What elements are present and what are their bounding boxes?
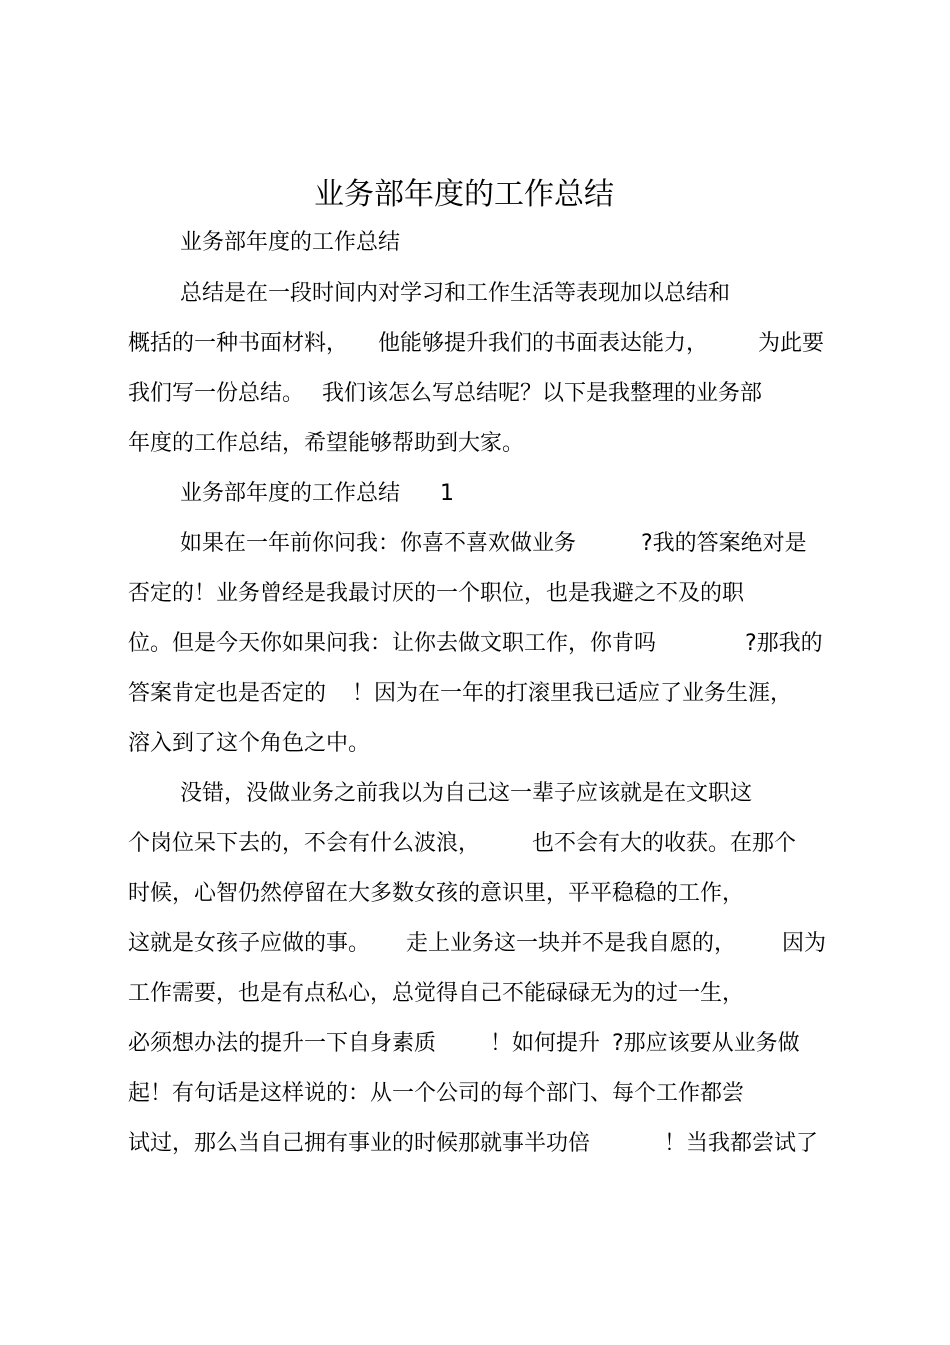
paragraph-3-line-6-part-2: ！如何提升 bbox=[490, 1031, 601, 1056]
paragraph-3-line-8-part-1: 试过，那么当自己拥有事业的时候那就事半功倍 bbox=[128, 1131, 591, 1156]
paragraph-3-line-4-part-2: 走上业务这一块并不是我自愿的， bbox=[406, 931, 737, 956]
paragraph-3-line-6-part-1: 必须想办法的提升一下自身素质 bbox=[128, 1031, 437, 1056]
paragraph-3-line-1: 没错，没做业务之前我以为自己这一辈子应该就是在文职这 bbox=[180, 781, 753, 806]
paragraph-2-line-5: 溶入到了这个角色之中。 bbox=[128, 731, 371, 756]
paragraph-1-line-2-part-3: 为此要 bbox=[758, 331, 825, 356]
paragraph-3-line-8-part-2: ！当我都尝试了 bbox=[664, 1131, 819, 1156]
section-number: 1 bbox=[440, 481, 454, 506]
paragraph-1-line-3-part-2: 我们该怎么写总结呢？以下是我整理的业务部 bbox=[322, 381, 763, 406]
paragraph-2-line-3-part-2: ?那我的 bbox=[745, 631, 823, 656]
paragraph-3-line-7: 起！有句话是这样说的：从一个公司的每个部门、每个工作都尝 bbox=[128, 1081, 745, 1106]
paragraph-2-line-1-part-1: 如果在一年前你问我：你喜不喜欢做业务 bbox=[180, 531, 577, 556]
paragraph-3-line-2-part-1: 个岗位呆下去的，不会有什么波浪， bbox=[128, 831, 481, 856]
paragraph-3-line-6-part-3: ?那应该要从业务做 bbox=[612, 1031, 800, 1056]
document-title: 业务部年度的工作总结 bbox=[314, 177, 614, 212]
paragraph-2-line-4-part-1: 答案肯定也是否定的 bbox=[128, 681, 327, 706]
paragraph-1-line-1: 总结是在一段时间内对学习和工作生活等表现加以总结和 bbox=[180, 281, 731, 306]
paragraph-1-line-2-part-2: 他能够提升我们的书面表达能力， bbox=[378, 331, 709, 356]
paragraph-2-line-2: 否定的！业务曾经是我最讨厌的一个职位，也是我避之不及的职 bbox=[128, 581, 745, 606]
paragraph-2-line-1-part-2: ?我的答案绝对是 bbox=[641, 531, 807, 556]
section-heading: 业务部年度的工作总结 bbox=[180, 481, 401, 506]
paragraph-3-line-2-part-2: 也不会有大的收获。在那个 bbox=[532, 831, 797, 856]
subtitle-line: 业务部年度的工作总结 bbox=[180, 230, 401, 255]
paragraph-2-line-4-part-2: ！因为在一年的打滚里我已适应了业务生涯， bbox=[352, 681, 793, 706]
paragraph-3-line-3: 时候，心智仍然停留在大多数女孩的意识里，平平稳稳的工作， bbox=[128, 881, 745, 906]
paragraph-2-line-3-part-1: 位。但是今天你如果问我：让你去做文职工作，你肯吗 bbox=[128, 631, 657, 656]
paragraph-3-line-4-part-1: 这就是女孩子应做的事。 bbox=[128, 931, 371, 956]
paragraph-1-line-2-part-1: 概括的一种书面材料， bbox=[128, 331, 349, 356]
paragraph-3-line-4-part-3: 因为 bbox=[782, 931, 827, 956]
paragraph-1-line-4: 年度的工作总结，希望能够帮助到大家。 bbox=[128, 431, 525, 456]
paragraph-1-line-3-part-1: 我们写一份总结。 bbox=[128, 381, 305, 406]
paragraph-3-line-5: 工作需要，也是有点私心，总觉得自己不能碌碌无为的过一生， bbox=[128, 981, 745, 1006]
